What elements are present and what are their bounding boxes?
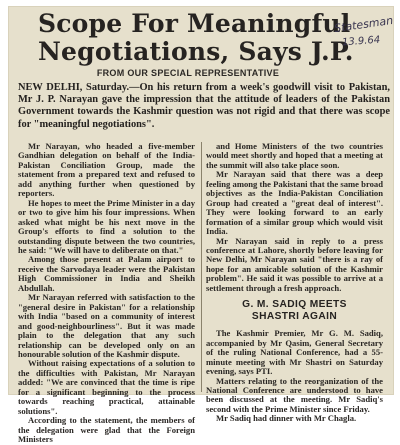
right-column (206, 142, 383, 424)
left-paragraph: He hopes to meet the Prime Minister in a day or two to give him his four impressions. When asked what might be his next move in the Group's efforts to find a solution to the outstanding dispute between the two countries, he said: "We will have to deliberate on that." (18, 197, 195, 255)
sub-paragraph: Matters relating to the reorganization of the National Conference are understood to have been discussed at the meeting. Mr Sadiq's second with the Prime Minister since Friday. (206, 375, 383, 414)
lead-paragraph: NEW DELHI, Saturday.—On his return from a week's goodwill visit to Pakistan, Mr J. P. Narayan gave the impression that the attitude of leaders of the Pakistan Government towards the Kashmir question was not rigid and that there was scope for "meaningful negotiations". (18, 82, 390, 130)
right-paragraph: and Home Ministers of the two countries would meet shortly and hoped that a meeting at the summit will also take place soon. (206, 141, 383, 170)
headline (38, 9, 354, 66)
left-paragraph: According to the statement, the members of the delegation were glad that the Foreign Ministers (18, 415, 195, 445)
subheadline-line: G. M. SADIQ MEETS (242, 299, 347, 311)
sub-paragraph: The Kashmir Premier, Mr G. M. Sadiq, accompanied by Mr Qasim, General Secretary of the ruling National Conference, had a 55-minute meeting with Mr Shastri on Saturday evening, says PTI. (206, 328, 383, 377)
left-paragraph: Among those present at Palam airport to receive the Sarvodaya leader were the Pakistan High Commissioner in India and Sheikh Abdullah. (18, 254, 195, 293)
left-paragraph: Without raising expectations of a solution to the difficulties with Pakistan, Mr Narayan added: "We are convinced that the time is ripe for a significant beginning to the process towards reaching practical, attainable solutions". (18, 358, 195, 416)
subheadline (206, 299, 383, 323)
subheadline-line: SHASTRI AGAIN (251, 311, 338, 323)
left-paragraph: Mr Narayan, who headed a five-member Gandhian delegation on behalf of the India-Pakistan Conciliation Group, made the statement from a prepared text and refused to add anything further when questioned by reporters. (18, 141, 195, 199)
right-paragraph: Mr Narayan said in reply to a press conference at Lahore, shortly before leaving for New Delhi, Mr Narayan said "there is a ray of hope for an amicable solution of the Kashmir problem". He said it was possible to arrive at a settlement through a fresh approach. (206, 235, 383, 293)
handwritten-date: 13.9.64 (341, 34, 381, 49)
headline-line: Scope For Meaningful (38, 9, 351, 38)
left-column (18, 142, 195, 445)
sub-paragraph: Mr Sadiq had dinner with Mr Chagla. (216, 413, 357, 424)
handwritten-source: Statesman (333, 13, 394, 36)
byline: FROM OUR SPECIAL REPRESENTATIVE (96, 68, 280, 78)
left-paragraph: Mr Narayan referred with satisfaction to the "general desire in Pakistan" for a relationship with India "based on a community of interest and good-neighbourliness". But it was made plain to the delegation that any such relationship can be developed only on an honourable solution of the Kashmir dispute. (18, 292, 195, 359)
headline-line: Negotiations, Says J.P. (38, 37, 354, 66)
right-paragraph: Mr Narayan said that there was a deep feeling among the Pakistani that the same broad objectives as the India-Pakistan Conciliation Group had created a "great deal of interest". They were looking forward to an early formation of a similar group which would visit India. (206, 169, 383, 237)
column-rule (201, 142, 202, 392)
newspaper-clipping (8, 6, 394, 445)
